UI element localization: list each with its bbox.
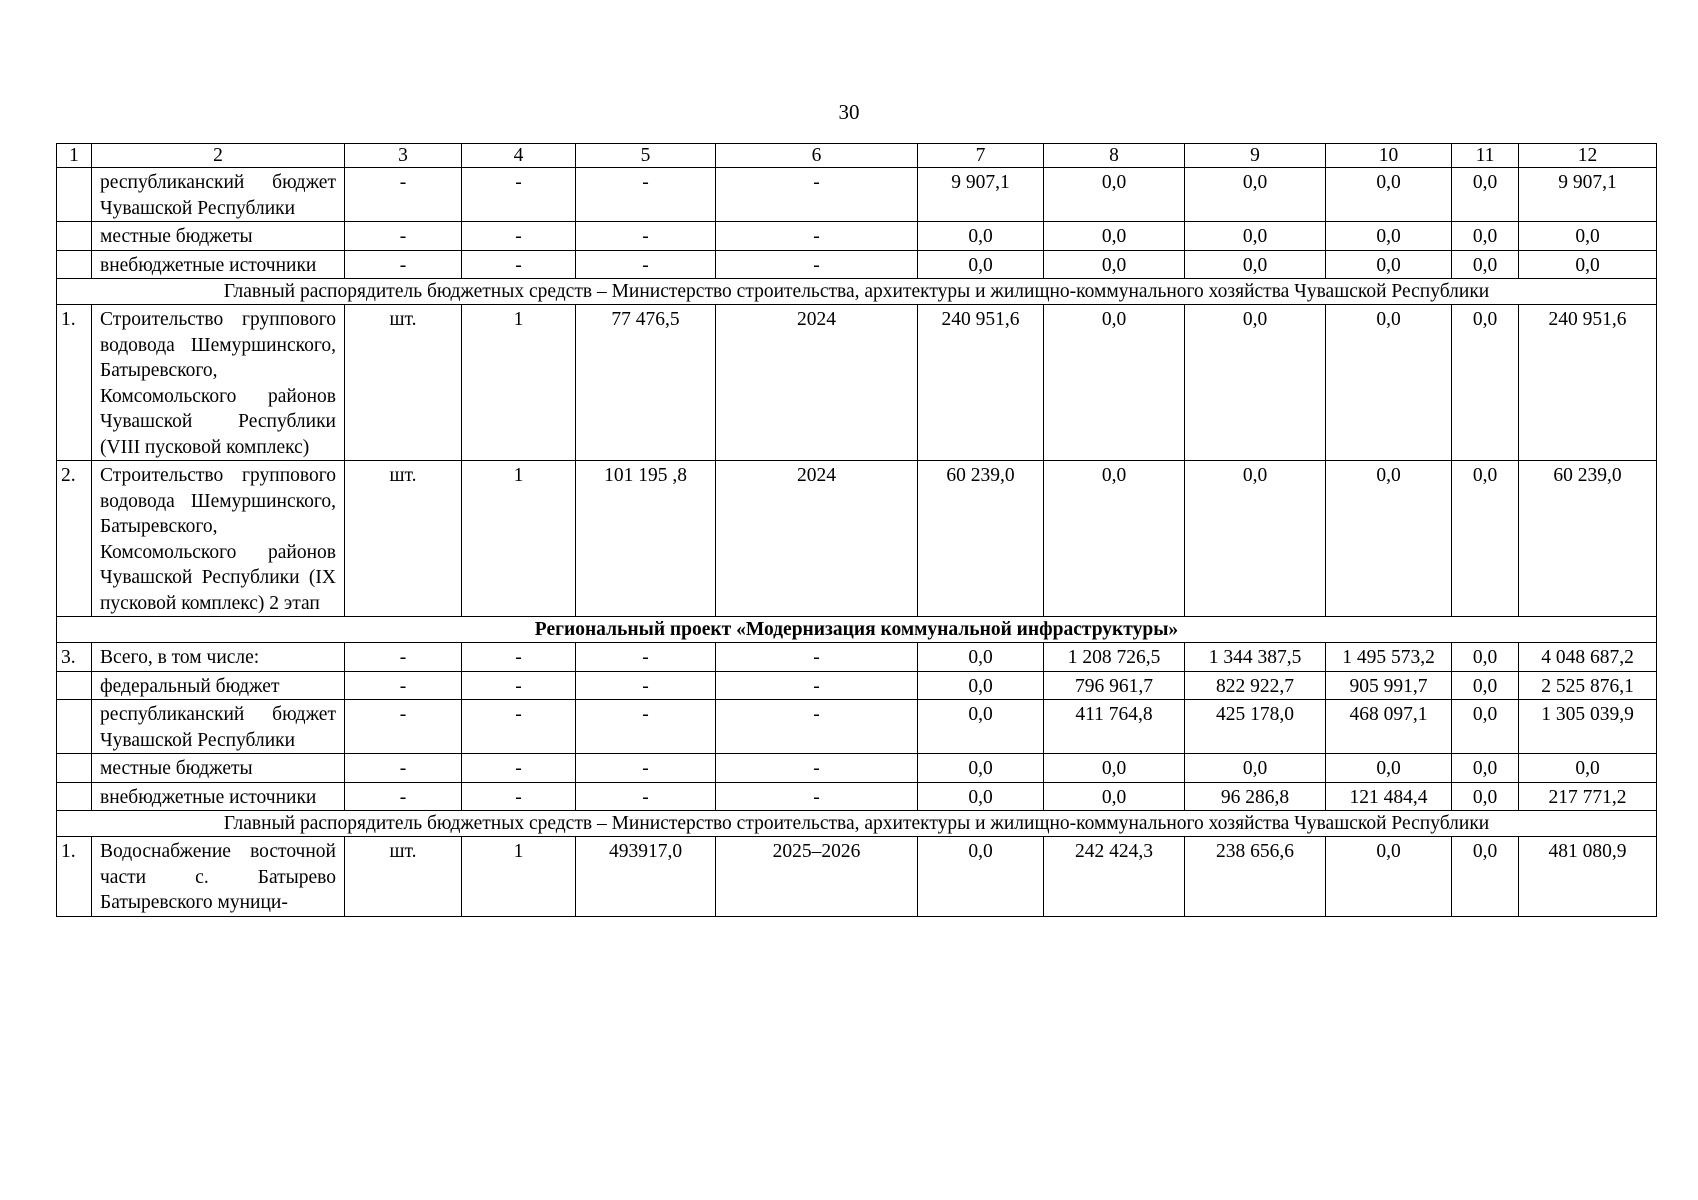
value-cell: 1 208 726,5 <box>1044 643 1185 672</box>
row-number-cell: 1. <box>57 837 92 917</box>
value-cell: - <box>462 643 576 672</box>
value-cell: - <box>716 671 918 700</box>
value-cell: - <box>462 671 576 700</box>
value-cell: - <box>576 222 716 251</box>
value-cell: - <box>345 222 462 251</box>
value-cell: - <box>576 754 716 783</box>
value-cell: - <box>345 754 462 783</box>
value-cell: - <box>345 250 462 279</box>
value-cell: - <box>716 782 918 811</box>
value-cell: 0,0 <box>1044 305 1185 461</box>
value-cell: 242 424,3 <box>1044 837 1185 917</box>
row-number-cell: 3. <box>57 643 92 672</box>
value-cell: 0,0 <box>918 671 1044 700</box>
value-cell: 1 <box>462 305 576 461</box>
value-cell: 9 907,1 <box>918 168 1044 222</box>
value-cell: 1 344 387,5 <box>1185 643 1326 672</box>
value-cell: - <box>716 700 918 754</box>
budget-table <box>56 143 1657 917</box>
value-cell: 0,0 <box>1519 222 1657 251</box>
value-cell: 0,0 <box>1326 305 1452 461</box>
value-cell: 796 961,7 <box>1044 671 1185 700</box>
row-number-cell <box>57 671 92 700</box>
header-cell: 1 <box>57 144 92 168</box>
value-cell: - <box>576 168 716 222</box>
description-cell: внебюджетные источники <box>92 782 345 811</box>
value-cell: 2025–2026 <box>716 837 918 917</box>
table-row <box>57 837 1657 917</box>
value-cell: 0,0 <box>1185 250 1326 279</box>
section-heading: Региональный проект «Модернизация коммунальной инфраструктуры» <box>57 617 1657 643</box>
value-cell: 0,0 <box>1044 461 1185 617</box>
table-row <box>57 250 1657 279</box>
value-cell: - <box>716 754 918 783</box>
value-cell: 1 495 573,2 <box>1326 643 1452 672</box>
value-cell: - <box>345 700 462 754</box>
value-cell: - <box>576 643 716 672</box>
description-cell: Строительство группового водовода Шемуршинского, Батыревского, Комсомольского районов Чувашской Республики (IX пусковой комплекс) 2 этап <box>92 461 345 617</box>
value-cell: 0,0 <box>1452 671 1519 700</box>
value-cell: 0,0 <box>1326 837 1452 917</box>
section-heading-row <box>57 279 1657 305</box>
header-cell: 9 <box>1185 144 1326 168</box>
section-heading: Главный распорядитель бюджетных средств – Министерство строительства, архитектуры и жилищно-коммунального хозяйства Чувашской Республики <box>57 279 1657 305</box>
table-row <box>57 461 1657 617</box>
value-cell: 0,0 <box>1452 461 1519 617</box>
description-cell: Водоснабжение восточной части с. Батырево Батыревского муници- <box>92 837 345 917</box>
value-cell: 0,0 <box>1452 305 1519 461</box>
value-cell: 0,0 <box>1185 168 1326 222</box>
value-cell: - <box>576 250 716 279</box>
value-cell: 2024 <box>716 461 918 617</box>
header-cell: 4 <box>462 144 576 168</box>
value-cell: 4 048 687,2 <box>1519 643 1657 672</box>
value-cell: 0,0 <box>1519 250 1657 279</box>
description-cell: внебюджетные источники <box>92 250 345 279</box>
value-cell: - <box>716 168 918 222</box>
header-cell: 6 <box>716 144 918 168</box>
section-heading: Главный распорядитель бюджетных средств – Министерство строительства, архитектуры и жилищно-коммунального хозяйства Чувашской Республики <box>57 811 1657 837</box>
description-cell: республиканский бюджет Чувашской Республики <box>92 168 345 222</box>
value-cell: 2024 <box>716 305 918 461</box>
value-cell: 0,0 <box>1326 461 1452 617</box>
value-cell: - <box>716 222 918 251</box>
row-number-cell <box>57 754 92 783</box>
value-cell: 0,0 <box>918 754 1044 783</box>
value-cell: - <box>462 700 576 754</box>
header-cell: 5 <box>576 144 716 168</box>
header-cell: 7 <box>918 144 1044 168</box>
value-cell: 0,0 <box>1185 461 1326 617</box>
header-cell: 10 <box>1326 144 1452 168</box>
value-cell: 9 907,1 <box>1519 168 1657 222</box>
header-row <box>57 144 1657 168</box>
table-row <box>57 671 1657 700</box>
row-number-cell <box>57 700 92 754</box>
value-cell: шт. <box>345 837 462 917</box>
header-cell: 11 <box>1452 144 1519 168</box>
value-cell: 0,0 <box>1044 250 1185 279</box>
value-cell: 0,0 <box>1519 754 1657 783</box>
value-cell: 238 656,6 <box>1185 837 1326 917</box>
value-cell: 822 922,7 <box>1185 671 1326 700</box>
value-cell: 0,0 <box>1185 305 1326 461</box>
value-cell: шт. <box>345 461 462 617</box>
table-row <box>57 305 1657 461</box>
value-cell: 0,0 <box>918 700 1044 754</box>
value-cell: 121 484,4 <box>1326 782 1452 811</box>
row-number-cell <box>57 168 92 222</box>
table-row <box>57 168 1657 222</box>
section-heading-row <box>57 617 1657 643</box>
value-cell: - <box>345 168 462 222</box>
value-cell: 0,0 <box>918 837 1044 917</box>
value-cell: - <box>345 671 462 700</box>
value-cell: 0,0 <box>1326 250 1452 279</box>
value-cell: 0,0 <box>1044 782 1185 811</box>
value-cell: 0,0 <box>1452 837 1519 917</box>
value-cell: 0,0 <box>1044 222 1185 251</box>
value-cell: 0,0 <box>1452 643 1519 672</box>
value-cell: - <box>462 782 576 811</box>
row-number-cell <box>57 250 92 279</box>
value-cell: 1 <box>462 837 576 917</box>
value-cell: 411 764,8 <box>1044 700 1185 754</box>
value-cell: 1 <box>462 461 576 617</box>
value-cell: 481 080,9 <box>1519 837 1657 917</box>
value-cell: 0,0 <box>1044 168 1185 222</box>
value-cell: 240 951,6 <box>1519 305 1657 461</box>
value-cell: 1 305 039,9 <box>1519 700 1657 754</box>
value-cell: 0,0 <box>918 222 1044 251</box>
value-cell: 101 195 ,8 <box>576 461 716 617</box>
value-cell: 0,0 <box>1326 754 1452 783</box>
value-cell: 0,0 <box>1044 754 1185 783</box>
value-cell: 0,0 <box>1452 250 1519 279</box>
row-number-cell: 1. <box>57 305 92 461</box>
value-cell: 60 239,0 <box>918 461 1044 617</box>
value-cell: 0,0 <box>1452 754 1519 783</box>
value-cell: 240 951,6 <box>918 305 1044 461</box>
value-cell: 468 097,1 <box>1326 700 1452 754</box>
value-cell: - <box>462 754 576 783</box>
table-row <box>57 782 1657 811</box>
value-cell: 425 178,0 <box>1185 700 1326 754</box>
value-cell: 96 286,8 <box>1185 782 1326 811</box>
value-cell: - <box>576 700 716 754</box>
value-cell: 0,0 <box>1326 222 1452 251</box>
value-cell: - <box>462 168 576 222</box>
value-cell: 905 991,7 <box>1326 671 1452 700</box>
value-cell: 0,0 <box>1452 168 1519 222</box>
header-cell: 12 <box>1519 144 1657 168</box>
value-cell: 2 525 876,1 <box>1519 671 1657 700</box>
table-row <box>57 643 1657 672</box>
value-cell: - <box>576 782 716 811</box>
section-heading-row <box>57 811 1657 837</box>
value-cell: - <box>462 250 576 279</box>
description-cell: Всего, в том числе: <box>92 643 345 672</box>
description-cell: местные бюджеты <box>92 754 345 783</box>
description-cell: республиканский бюджет Чувашской Республики <box>92 700 345 754</box>
value-cell: шт. <box>345 305 462 461</box>
value-cell: 0,0 <box>1185 754 1326 783</box>
value-cell: 0,0 <box>1452 700 1519 754</box>
table-row <box>57 222 1657 251</box>
value-cell: 0,0 <box>1326 168 1452 222</box>
value-cell: 60 239,0 <box>1519 461 1657 617</box>
header-cell: 2 <box>92 144 345 168</box>
page-number: 30 <box>838 100 860 124</box>
table-row <box>57 700 1657 754</box>
row-number-cell <box>57 782 92 811</box>
value-cell: - <box>462 222 576 251</box>
value-cell: 0,0 <box>1452 222 1519 251</box>
value-cell: 493917,0 <box>576 837 716 917</box>
value-cell: 77 476,5 <box>576 305 716 461</box>
value-cell: 0,0 <box>1185 222 1326 251</box>
description-cell: федеральный бюджет <box>92 671 345 700</box>
header-cell: 3 <box>345 144 462 168</box>
value-cell: 0,0 <box>918 643 1044 672</box>
header-cell: 8 <box>1044 144 1185 168</box>
table-body <box>57 144 1657 917</box>
value-cell: - <box>716 250 918 279</box>
description-cell: Строительство группового водовода Шемуршинского, Батыревского, Комсомольского районов Чувашской Республики (VIII пусковой комплекс) <box>92 305 345 461</box>
value-cell: - <box>576 671 716 700</box>
value-cell: 0,0 <box>1452 782 1519 811</box>
row-number-cell: 2. <box>57 461 92 617</box>
table-row <box>57 754 1657 783</box>
row-number-cell <box>57 222 92 251</box>
description-cell: местные бюджеты <box>92 222 345 251</box>
value-cell: 217 771,2 <box>1519 782 1657 811</box>
value-cell: 0,0 <box>918 250 1044 279</box>
value-cell: - <box>716 643 918 672</box>
value-cell: - <box>345 643 462 672</box>
value-cell: 0,0 <box>918 782 1044 811</box>
value-cell: - <box>345 782 462 811</box>
